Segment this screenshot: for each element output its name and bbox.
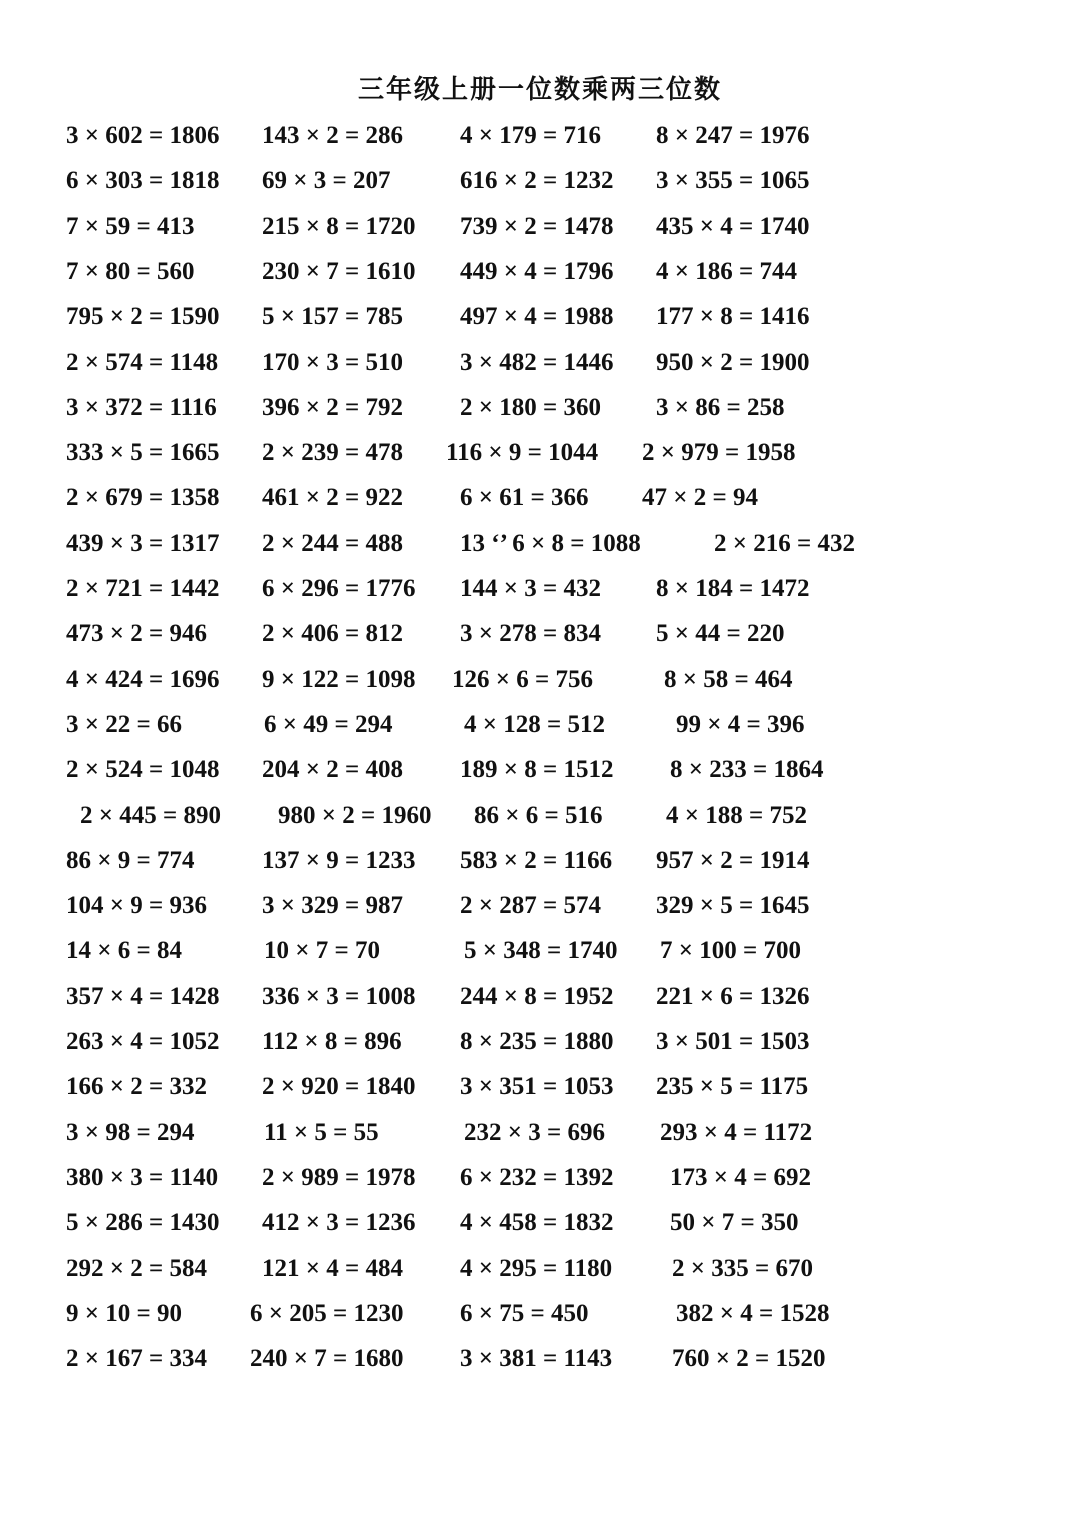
- equation-row: [0, 1339, 1080, 1379]
- equation-item: 950 × 2 = 1900: [656, 348, 810, 376]
- equation-item: 144 × 3 = 432: [460, 575, 601, 602]
- equation-item: 170 × 3 = 510: [262, 348, 403, 376]
- equation-item: 4 × 424 = 1696: [66, 665, 220, 693]
- equation-row: [0, 1158, 1080, 1198]
- equation-item: 2 × 979 = 1958: [642, 439, 796, 467]
- equation-item: 3 × 98 = 294: [66, 1118, 195, 1146]
- equation-item: 7 × 59 = 413: [66, 212, 195, 240]
- equation-item: 230 × 7 = 1610: [262, 257, 416, 285]
- equation-item: 232 × 3 = 696: [464, 1118, 605, 1146]
- equation-item: 240 × 7 = 1680: [250, 1345, 404, 1373]
- equation-item: 4 × 128 = 512: [464, 710, 605, 738]
- equation-item: 166 × 2 = 332: [66, 1073, 207, 1101]
- equation-item: 2 × 679 = 1358: [66, 484, 220, 512]
- equation-item: 2 × 167 = 334: [66, 1345, 207, 1373]
- equation-item: 4 × 186 = 744: [656, 257, 797, 285]
- equation-item: 760 × 2 = 1520: [672, 1345, 826, 1373]
- equation-item: 4 × 458 = 1832: [460, 1209, 614, 1237]
- equation-item: 6 × 296 = 1776: [262, 575, 416, 602]
- equation-item: 4 × 295 = 1180: [460, 1254, 613, 1282]
- equation-item: 412 × 3 = 1236: [262, 1209, 416, 1237]
- equation-item: 2 × 216 = 432: [714, 529, 855, 557]
- equation-item: 8 × 58 = 464: [664, 665, 793, 693]
- equation-item: 2 × 721 = 1442: [66, 575, 220, 602]
- equation-row: [0, 478, 1080, 518]
- equation-row: [0, 116, 1080, 156]
- equation-item: 6 × 303 = 1818: [66, 167, 220, 195]
- equation-item: 2 × 445 = 890: [80, 801, 221, 829]
- equation-item: 435 × 4 = 1740: [656, 212, 810, 240]
- equation-item: 357 × 4 = 1428: [66, 982, 220, 1010]
- equation-item: 3 × 602 = 1806: [66, 122, 220, 149]
- equation-item: 3 × 372 = 1116: [66, 393, 217, 421]
- equation-row: [0, 705, 1080, 745]
- equation-item: 9 × 10 = 90: [66, 1299, 182, 1327]
- equation-item: 380 × 3 = 1140: [66, 1163, 219, 1191]
- equation-item: 336 × 3 = 1008: [262, 982, 416, 1010]
- equation-item: 980 × 2 = 1960: [278, 801, 432, 829]
- equation-item: 2 × 920 = 1840: [262, 1073, 416, 1101]
- equation-item: 13 ‘’ 6 × 8 = 1088: [460, 529, 641, 557]
- page-title: 三年级上册一位数乘两三位数: [357, 75, 722, 105]
- equation-row: [0, 1203, 1080, 1243]
- equation-item: 5 × 286 = 1430: [66, 1209, 220, 1237]
- equation-item: 2 × 239 = 478: [262, 439, 403, 467]
- equation-item: 86 × 6 = 516: [474, 801, 603, 829]
- equation-item: 8 × 184 = 1472: [656, 575, 810, 602]
- equation-item: 333 × 5 = 1665: [66, 439, 220, 467]
- equation-item: 116 × 9 = 1044: [446, 439, 599, 467]
- equation-item: 121 × 4 = 484: [262, 1254, 403, 1282]
- equation-item: 263 × 4 = 1052: [66, 1028, 220, 1055]
- equation-item: 7 × 80 = 560: [66, 257, 195, 285]
- equation-row: [0, 1022, 1080, 1062]
- equation-row: [0, 841, 1080, 881]
- equation-item: 104 × 9 = 936: [66, 892, 207, 920]
- equation-item: 126 × 6 = 756: [452, 665, 593, 693]
- equation-item: 2 × 524 = 1048: [66, 756, 220, 784]
- equation-item: 583 × 2 = 1166: [460, 846, 613, 874]
- equation-item: 143 × 2 = 286: [262, 122, 403, 149]
- equation-row: [0, 343, 1080, 383]
- equation-item: 2 × 335 = 670: [672, 1254, 813, 1282]
- equation-item: 795 × 2 = 1590: [66, 303, 220, 331]
- equation-row: [0, 524, 1080, 564]
- equation-item: 173 × 4 = 692: [670, 1163, 811, 1191]
- equation-item: 2 × 406 = 812: [262, 620, 403, 648]
- equation-item: 50 × 7 = 350: [670, 1209, 799, 1237]
- equation-item: 2 × 180 = 360: [460, 393, 601, 421]
- equation-item: 449 × 4 = 1796: [460, 257, 614, 285]
- equation-item: 2 × 287 = 574: [460, 892, 601, 920]
- equation-row: [0, 614, 1080, 654]
- equation-item: 5 × 348 = 1740: [464, 937, 618, 965]
- equation-row: [0, 252, 1080, 292]
- equation-item: 497 × 4 = 1988: [460, 303, 614, 331]
- equation-item: 957 × 2 = 1914: [656, 846, 810, 874]
- equation-item: 6 × 49 = 294: [264, 710, 393, 738]
- equation-item: 14 × 6 = 84: [66, 937, 182, 965]
- equation-row: [0, 796, 1080, 836]
- equation-item: 221 × 6 = 1326: [656, 982, 810, 1010]
- equation-item: 461 × 2 = 922: [262, 484, 403, 512]
- equation-item: 244 × 8 = 1952: [460, 982, 614, 1010]
- equation-item: 293 × 4 = 1172: [660, 1118, 813, 1146]
- equation-item: 3 × 278 = 834: [460, 620, 601, 648]
- equation-item: 2 × 244 = 488: [262, 529, 403, 557]
- equation-row: [0, 750, 1080, 790]
- equation-item: 396 × 2 = 792: [262, 393, 403, 421]
- equation-row: [0, 931, 1080, 971]
- equation-row: [0, 886, 1080, 926]
- equation-item: 7 × 100 = 700: [660, 937, 801, 965]
- equation-item: 2 × 989 = 1978: [262, 1163, 416, 1191]
- equation-row: [0, 660, 1080, 700]
- equation-item: 3 × 381 = 1143: [460, 1345, 613, 1373]
- equation-item: 4 × 188 = 752: [666, 801, 807, 829]
- equation-item: 86 × 9 = 774: [66, 846, 195, 874]
- equation-item: 6 × 232 = 1392: [460, 1163, 614, 1191]
- equation-item: 112 × 8 = 896: [262, 1028, 402, 1055]
- equation-item: 739 × 2 = 1478: [460, 212, 614, 240]
- equation-item: 8 × 247 = 1976: [656, 122, 810, 149]
- equation-item: 235 × 5 = 1175: [656, 1073, 809, 1101]
- equation-item: 3 × 22 = 66: [66, 710, 182, 738]
- equation-item: 189 × 8 = 1512: [460, 756, 614, 784]
- equation-item: 6 × 205 = 1230: [250, 1299, 404, 1327]
- equation-item: 292 × 2 = 584: [66, 1254, 207, 1282]
- equation-item: 6 × 61 = 366: [460, 484, 589, 512]
- equation-item: 8 × 233 = 1864: [670, 756, 824, 784]
- equation-row: [0, 388, 1080, 428]
- equation-item: 137 × 9 = 1233: [262, 846, 416, 874]
- equation-item: 99 × 4 = 396: [676, 710, 805, 738]
- equation-item: 11 × 5 = 55: [264, 1118, 379, 1146]
- equation-item: 5 × 44 = 220: [656, 620, 785, 648]
- equation-row: [0, 1113, 1080, 1153]
- equation-item: 2 × 574 = 1148: [66, 348, 219, 376]
- equation-item: 8 × 235 = 1880: [460, 1028, 614, 1055]
- equation-item: 3 × 482 = 1446: [460, 348, 614, 376]
- equation-item: 204 × 2 = 408: [262, 756, 403, 784]
- equation-item: 616 × 2 = 1232: [460, 167, 614, 195]
- equation-row: [0, 207, 1080, 247]
- equation-row: [0, 161, 1080, 201]
- equation-item: 9 × 122 = 1098: [262, 665, 416, 693]
- equation-item: 47 × 2 = 94: [642, 484, 758, 512]
- equation-item: 6 × 75 = 450: [460, 1299, 589, 1327]
- equation-item: 4 × 179 = 716: [460, 122, 601, 149]
- equation-row: [0, 433, 1080, 473]
- equation-item: 5 × 157 = 785: [262, 303, 403, 331]
- equation-item: 329 × 5 = 1645: [656, 892, 810, 920]
- equation-item: 3 × 86 = 258: [656, 393, 785, 421]
- equation-item: 215 × 8 = 1720: [262, 212, 416, 240]
- equation-item: 69 × 3 = 207: [262, 167, 391, 195]
- equation-row: [0, 1067, 1080, 1107]
- equation-item: 3 × 351 = 1053: [460, 1073, 614, 1101]
- equation-item: 3 × 355 = 1065: [656, 167, 810, 195]
- equation-item: 473 × 2 = 946: [66, 620, 207, 648]
- equation-row: [0, 1294, 1080, 1334]
- equation-row: [0, 569, 1080, 609]
- equation-row: [0, 1249, 1080, 1289]
- equation-item: 3 × 329 = 987: [262, 892, 403, 920]
- equation-row: [0, 977, 1080, 1017]
- equation-item: 3 × 501 = 1503: [656, 1028, 810, 1055]
- equation-item: 10 × 7 = 70: [264, 937, 380, 965]
- equation-item: 439 × 3 = 1317: [66, 529, 220, 557]
- equation-row: [0, 297, 1080, 337]
- equation-item: 177 × 8 = 1416: [656, 303, 810, 331]
- equation-item: 382 × 4 = 1528: [676, 1299, 830, 1327]
